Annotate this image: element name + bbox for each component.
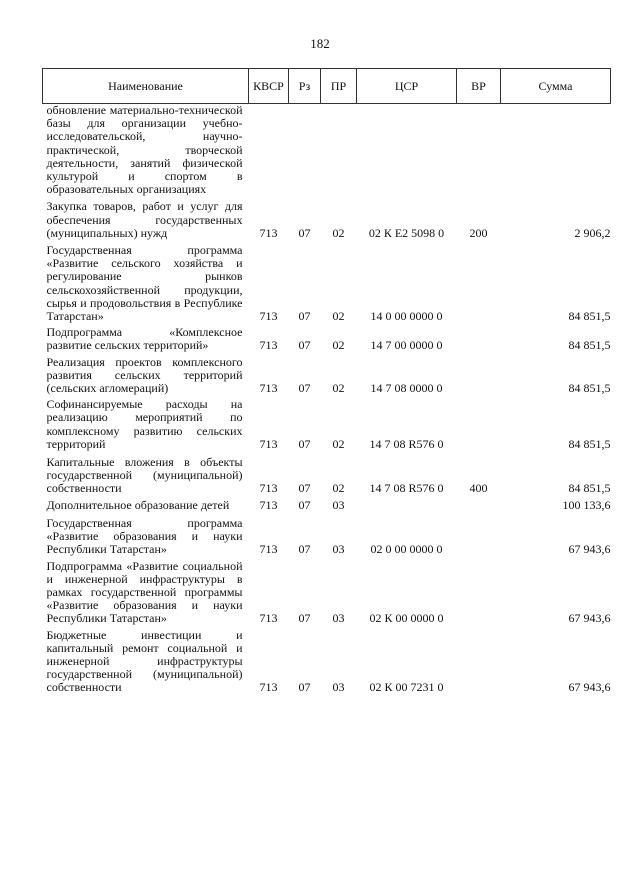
- row-pr: [321, 104, 357, 197]
- table-row: [43, 626, 611, 695]
- row-pr: 02: [332, 338, 345, 353]
- row-csr: 14 0 00 0000 0: [370, 309, 443, 324]
- row-sum: 84 851,5: [568, 481, 611, 496]
- row-vr: [457, 512, 501, 557]
- header-vr: ВР: [457, 69, 501, 104]
- row-name: Дополнительное образование детей: [46, 497, 230, 512]
- row-pr: 02: [332, 381, 345, 396]
- table-row: [43, 323, 611, 352]
- row-rz: 07: [298, 497, 311, 512]
- row-csr: 02 0 00 0000 0: [370, 542, 443, 557]
- row-name: Закупка товаров, работ и услуг для обеспечения государственных (муниципальных) нужд: [46, 199, 243, 240]
- row-name: Подпрограмма «Развитие социальной и инженерной инфраструктуры в рамках государственной программы «Развитие образования и науки Республики Татарстан»: [46, 558, 243, 626]
- row-rz: 07: [298, 381, 311, 396]
- row-kvsr: 713: [259, 225, 278, 240]
- header-rz: Рз: [289, 69, 321, 104]
- table-row: [43, 353, 611, 396]
- row-csr: [357, 104, 457, 197]
- row-sum: 67 943,6: [568, 542, 611, 557]
- row-kvsr: 713: [259, 381, 278, 396]
- row-name: Реализация проектов комплексного развития сельских территорий (сельских агломераций): [46, 354, 243, 396]
- row-kvsr: 713: [259, 436, 278, 451]
- row-csr: 02 К 00 0000 0: [369, 611, 444, 626]
- row-name: Государственная программа «Развитие образования и науки Республики Татарстан»: [46, 515, 243, 557]
- row-rz: 07: [298, 611, 311, 626]
- row-csr: 14 7 08 R576 0: [369, 436, 444, 451]
- row-vr: [457, 323, 501, 352]
- header-pr: ПР: [321, 69, 357, 104]
- row-rz: 07: [298, 225, 311, 240]
- table-header-row: [43, 69, 611, 104]
- row-kvsr: 713: [259, 542, 278, 557]
- table-row: [43, 557, 611, 626]
- row-name: Софинансируемые расходы на реализацию мероприятий по комплексному развитию сельских территорий: [46, 397, 243, 451]
- row-rz: 07: [298, 309, 311, 324]
- row-sum: 2 906,2: [574, 225, 611, 240]
- row-sum: [501, 104, 611, 197]
- row-kvsr: 713: [259, 481, 278, 496]
- row-kvsr: 713: [259, 497, 278, 512]
- table-row: [43, 496, 611, 512]
- row-rz: 07: [298, 338, 311, 353]
- row-kvsr: 713: [259, 338, 278, 353]
- row-name: Бюджетные инвестиции и капитальный ремонт социальной и инженерной инфраструктуры государственной (муниципальной) собственности: [46, 627, 243, 695]
- row-name: Подпрограмма «Комплексное развитие сельских территорий»: [46, 325, 243, 353]
- row-name: Государственная программа «Развитие сельского хозяйства и регулирование рынков сельскохозяйственной продукции, сырья и продовольствия в Республике Татарстан»: [46, 243, 243, 324]
- row-pr: 02: [332, 225, 345, 240]
- row-kvsr: 713: [259, 309, 278, 324]
- row-vr: 400: [469, 481, 488, 496]
- row-pr: 03: [332, 497, 345, 512]
- row-pr: 02: [332, 309, 345, 324]
- row-pr: 03: [332, 680, 345, 695]
- table-row: [43, 104, 611, 197]
- row-pr: 03: [332, 542, 345, 557]
- row-vr: [457, 353, 501, 396]
- row-sum: 100 133,6: [562, 497, 611, 512]
- row-vr: [457, 626, 501, 695]
- row-vr: [457, 395, 501, 451]
- row-vr: [457, 104, 501, 197]
- row-rz: 07: [298, 436, 311, 451]
- row-sum: 67 943,6: [568, 680, 611, 695]
- row-rz: 07: [298, 481, 311, 496]
- row-vr: 200: [469, 225, 488, 240]
- row-rz: 07: [298, 680, 311, 695]
- row-sum: 84 851,5: [568, 309, 611, 324]
- row-vr: [457, 496, 501, 512]
- header-csr: ЦСР: [357, 69, 457, 104]
- row-pr: 02: [332, 481, 345, 496]
- row-rz: 07: [298, 542, 311, 557]
- header-kvsr: КВСР: [249, 69, 289, 104]
- row-pr: 02: [332, 436, 345, 451]
- row-csr: [357, 496, 457, 512]
- row-csr: 02 К Е2 5098 0: [368, 225, 445, 240]
- row-name: Капитальные вложения в объекты государственной (муниципальной) собственности: [46, 455, 243, 496]
- table-row: [43, 451, 611, 496]
- budget-table: [42, 68, 611, 695]
- header-name: Наименование: [43, 69, 249, 104]
- table-row: [43, 512, 611, 557]
- page-number: 182: [310, 36, 330, 51]
- table-row: [43, 240, 611, 323]
- row-csr: 14 7 00 0000 0: [370, 338, 443, 353]
- row-csr: 14 7 08 0000 0: [370, 381, 443, 396]
- row-vr: [457, 557, 501, 626]
- row-sum: 67 943,6: [568, 611, 611, 626]
- row-kvsr: [249, 104, 289, 197]
- row-csr: 02 К 00 7231 0: [369, 680, 444, 695]
- row-kvsr: 713: [259, 680, 278, 695]
- row-sum: 84 851,5: [568, 381, 611, 396]
- row-pr: 03: [332, 611, 345, 626]
- table-row: [43, 395, 611, 451]
- header-sum: Сумма: [501, 69, 611, 104]
- row-sum: 84 851,5: [568, 436, 611, 451]
- row-kvsr: 713: [259, 611, 278, 626]
- row-sum: 84 851,5: [568, 338, 611, 353]
- row-rz: [289, 104, 321, 197]
- row-vr: [457, 240, 501, 323]
- row-csr: 14 7 08 R576 0: [369, 481, 444, 496]
- row-name: обновление материально-технической базы для организации учебно-исследовательской, научно-практической, творческой деятельности, занятий физической культурой и спортом в образовательных организациях: [46, 103, 243, 197]
- table-row: [43, 196, 611, 240]
